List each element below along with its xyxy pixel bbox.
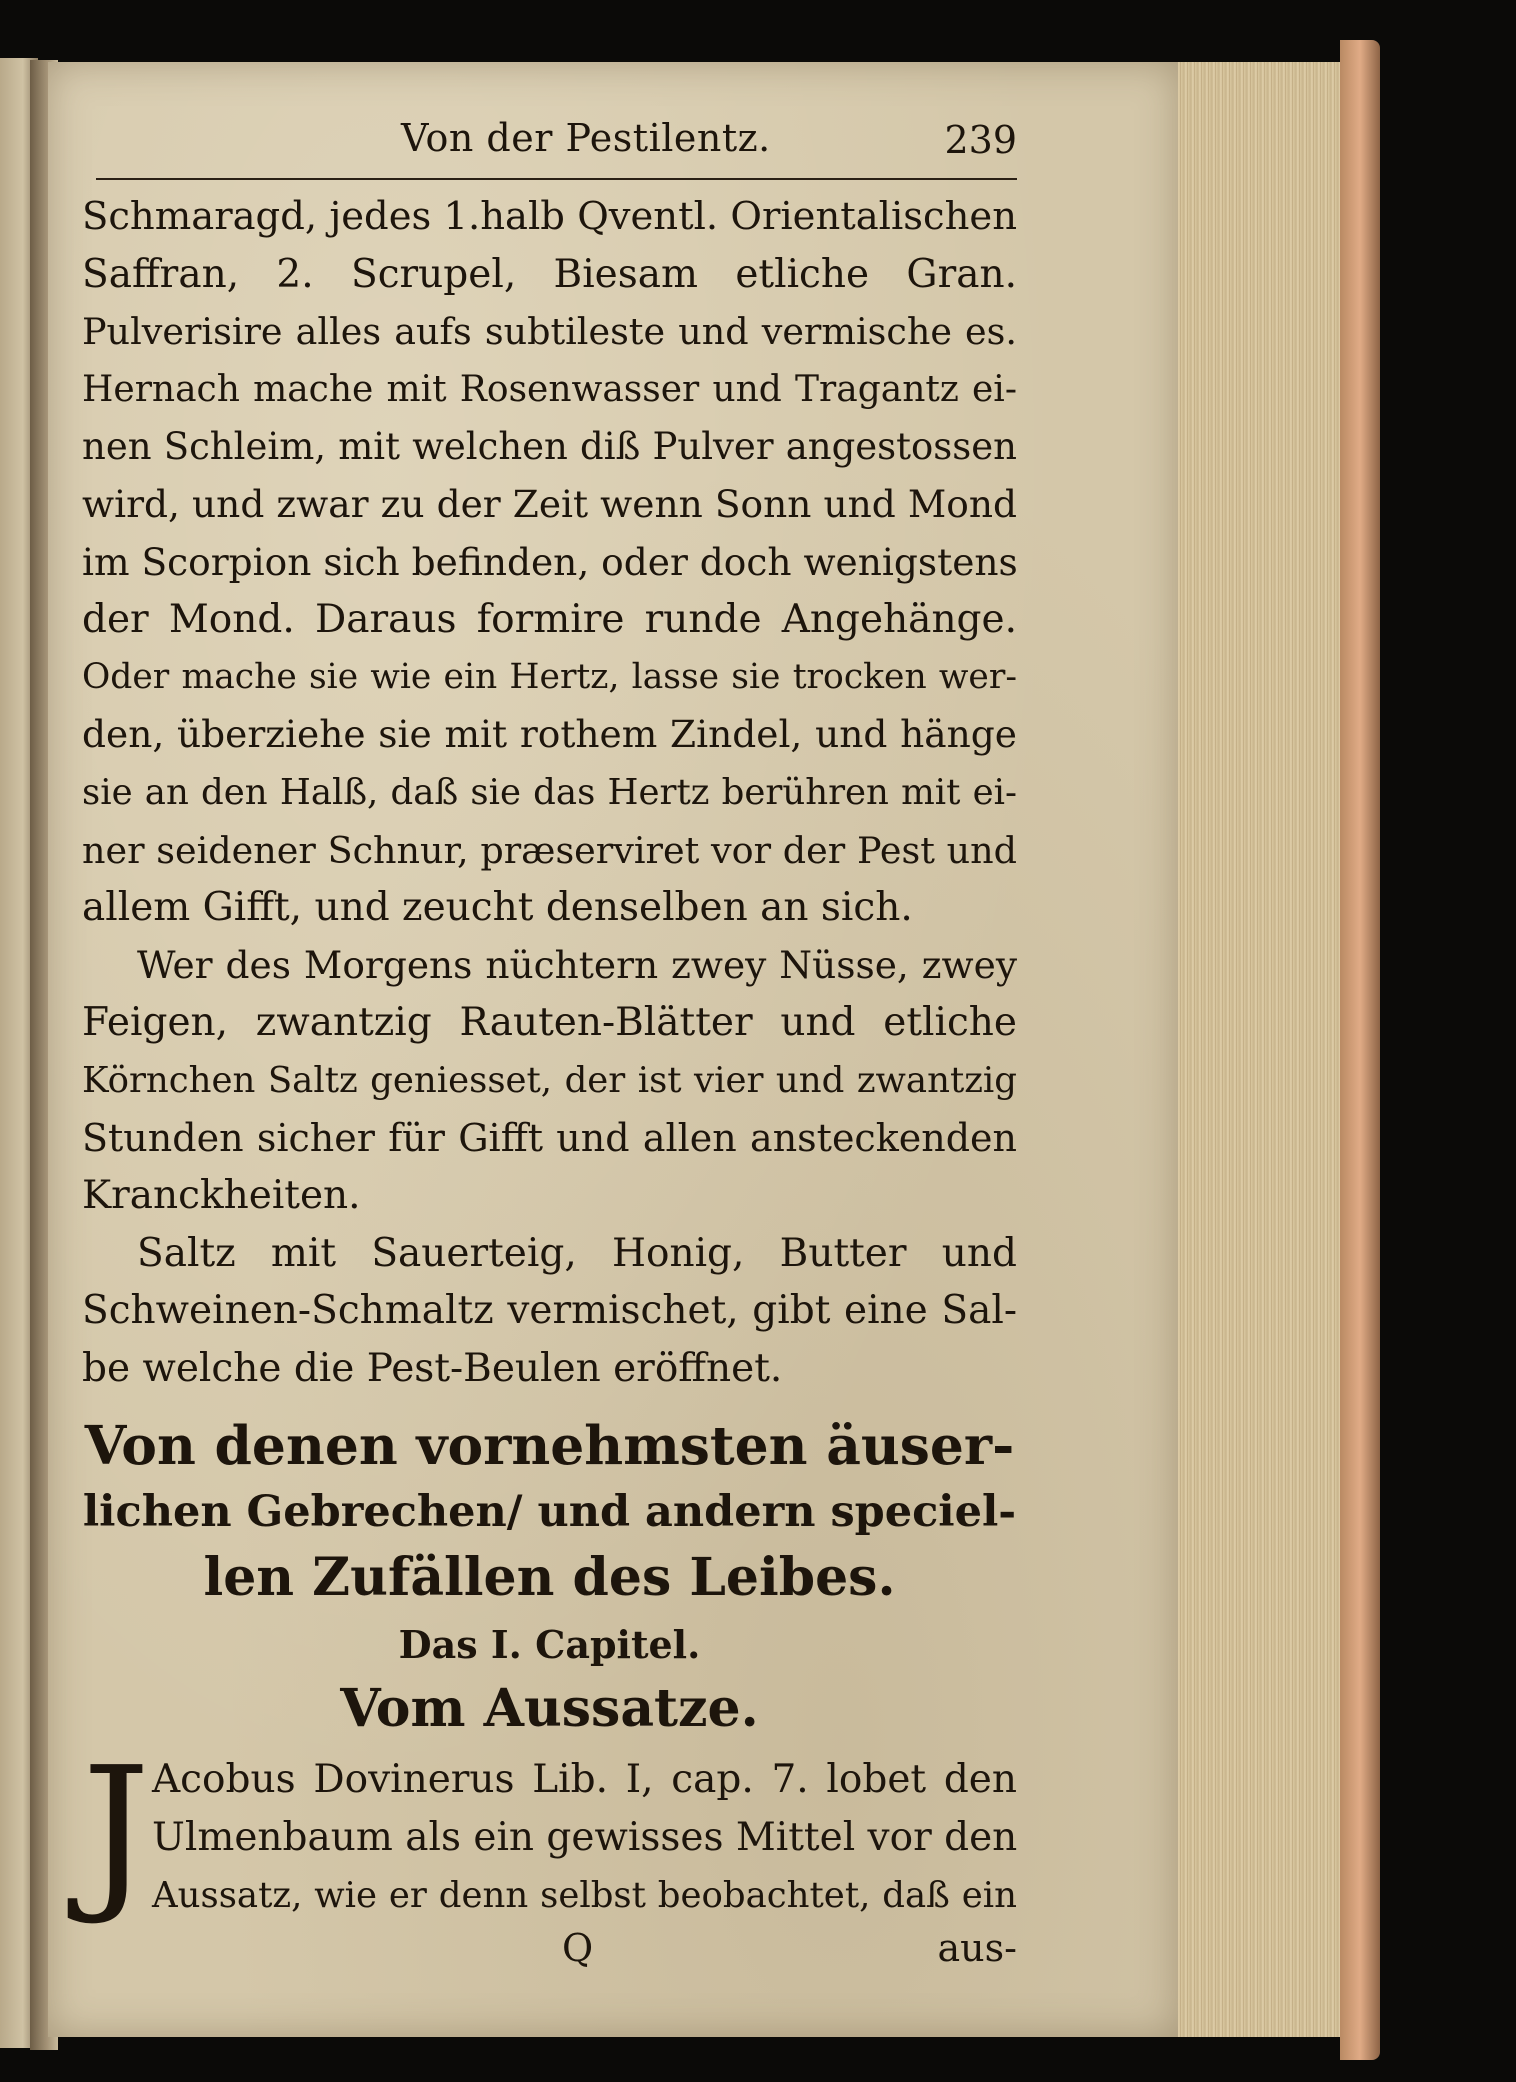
text-line: der Mond. Daraus formire runde Angehänge. [82,597,1017,643]
section-heading [82,1413,1017,1611]
text-line: Kranckheiten. [82,1173,361,1219]
catchword: aus- [937,1926,1017,1971]
text-line: Stunden sicher für Gifft und allen ansteckenden [82,1115,1017,1160]
text-line: Schmaragd, jedes 1.halb Qventl. Orientalischen [82,194,1017,239]
page-number: 239 [944,118,1017,162]
text-line: Schweinen-Schmaltz vermischet, gibt eine Sal- [82,1288,1017,1334]
text-line: Wer des Morgens nüchtern zwey Nüsse, zwey [137,942,1017,987]
text-line: Hernach mache mit Rosenwasser und Tragantz ei- [82,368,1017,410]
page-footer [82,1926,1017,1982]
chapter-number: Das I. Capitel. [398,1622,701,1668]
text-line: Saffran, 2. Scrupel, Biesam etliche Gran. [82,251,1017,297]
text-line: allem Gifft, und zeucht denselben an sich. [82,885,913,931]
text-line: Acobus Dovinerus Lib. I, cap. 7. lobet den [152,1757,1017,1803]
text-line: sie an den Halß, daß sie das Hertz berühren mit ei- [82,771,1017,813]
body-text [82,188,1017,1397]
text-line: Aussatz, wie er denn selbst beobachtet, daß ein [152,1874,1017,1916]
text-line: Oder mache sie wie ein Hertz, lasse sie trocken wer- [82,656,1017,697]
page-leaves-edge [1160,62,1360,2037]
section-heading-line: lichen Gebrechen/ und andern speciel- [82,1487,1017,1538]
section-heading-line: Von denen vornehmsten äuser- [84,1414,1015,1478]
text-line: im Scorpion sich befinden, oder doch wenigstens [82,539,1018,584]
text-line: Feigen, zwantzig Rauten-Blätter und etliche [82,1000,1017,1046]
chapter-paragraph [82,1731,1018,1930]
page-text-block [82,96,1017,1982]
book-cover-edge [1340,40,1380,2060]
text-line: Ulmenbaum als ein gewisses Mittel vor den [152,1815,1018,1861]
text-line: den, überziehe sie mit rothem Zindel, und hänge [82,712,1017,757]
text-line: nen Schleim, mit welchen diß Pulver angestossen [82,425,1017,469]
text-line: Saltz mit Sauerteig, Honig, Butter und [137,1230,1017,1276]
text-line: Pulverisire alles aufs subtileste und vermische es. [82,310,1017,354]
running-title: Von der Pestilentz. [401,116,771,160]
text-line: wird, und zwar zu der Zeit wenn Sonn und Mond [82,481,1017,526]
text-line: Körnchen Saltz geniesset, der ist vier und zwantzig [82,1059,1017,1101]
text-line: ner seidener Schnur, præserviret vor der Pest und [82,828,1017,872]
text-line: be welche die Pest-Beulen eröffnet. [82,1345,783,1391]
chapter-title: Vom Aussatze. [340,1678,759,1740]
drop-cap: J [82,1731,151,1930]
signature-mark: Q [562,1926,594,1971]
page-header [96,96,1017,180]
section-heading-line: len Zufällen des Leibes. [203,1547,896,1609]
